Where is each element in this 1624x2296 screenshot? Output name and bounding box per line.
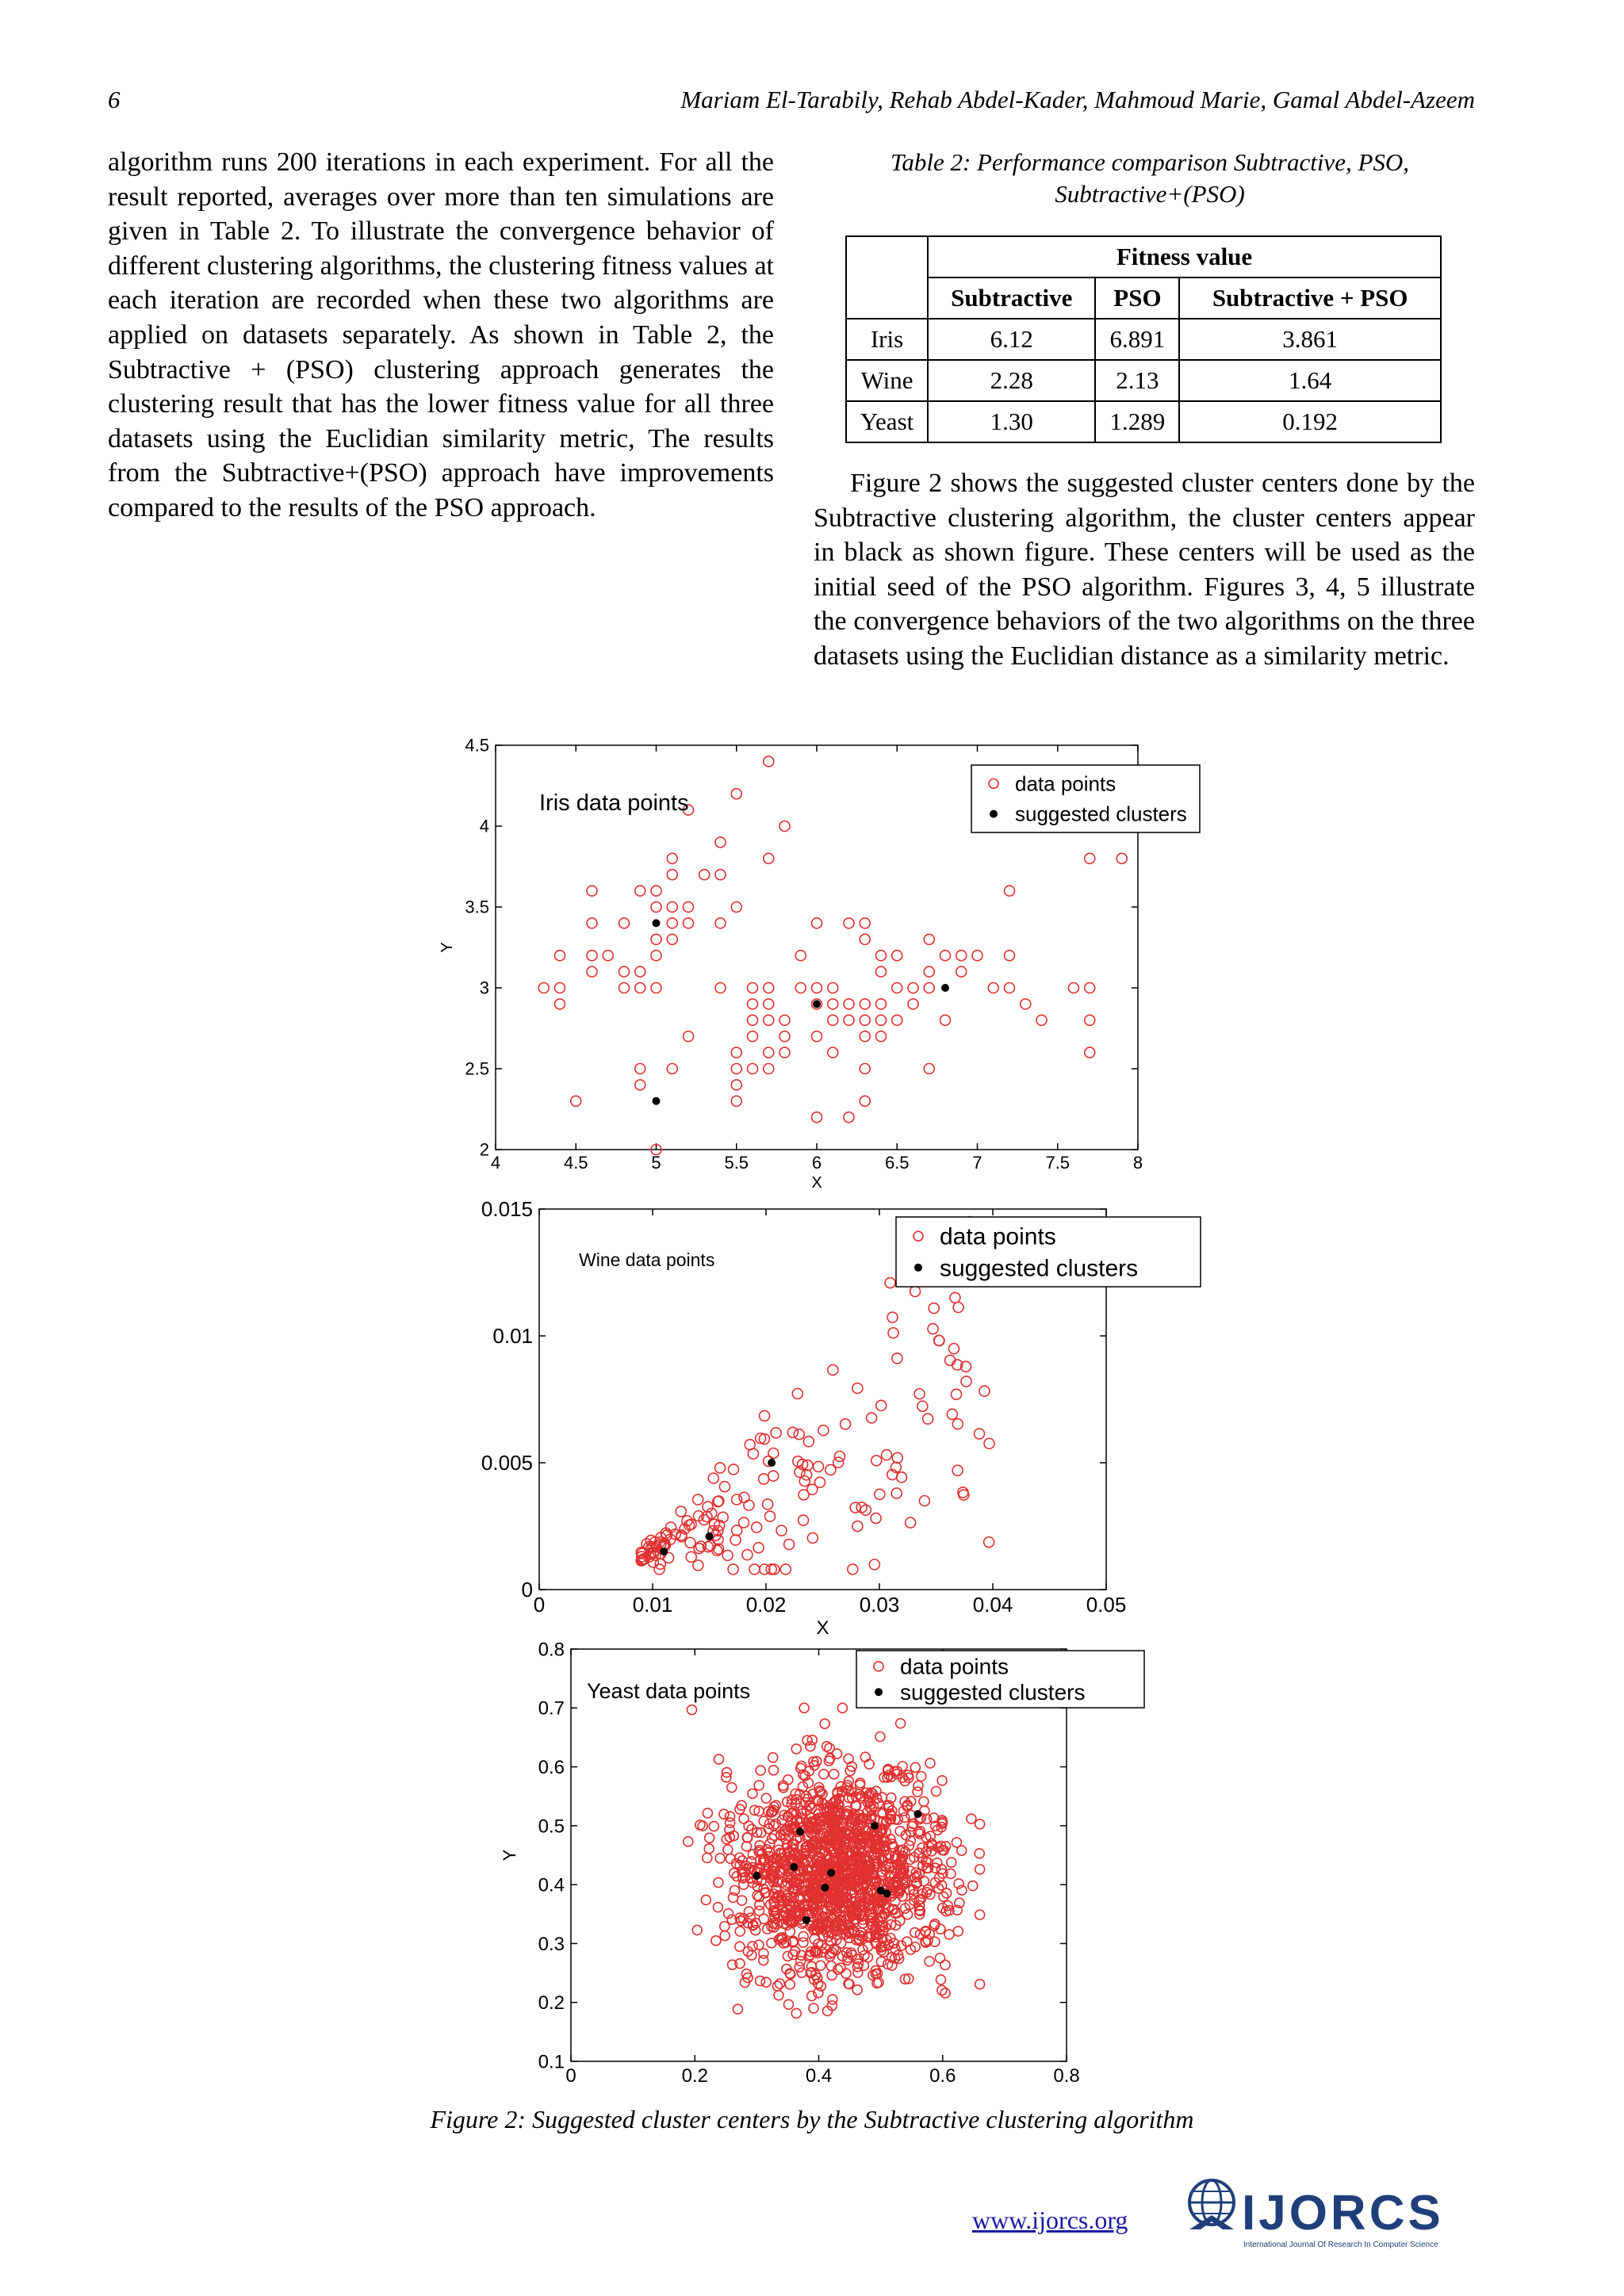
x-tick-label: 0.04 — [972, 1593, 1013, 1617]
table-col-header: PSO — [1095, 277, 1179, 319]
y-tick-label: 0.4 — [538, 1874, 565, 1896]
yeast-scatter-chart — [476, 1633, 1094, 2093]
table-cell: 6.891 — [1095, 319, 1179, 360]
legend-marker-cluster — [914, 1264, 922, 1272]
legend-label: data points — [1015, 771, 1116, 796]
x-tick-label: 0.05 — [1086, 1593, 1127, 1617]
y-axis-label: Y — [500, 1849, 519, 1862]
table-row-label: Iris — [846, 319, 928, 360]
left-column-text: algorithm runs 200 iterations in each experiment. For all the result reported, averages over more than ten simulations are given in Table 2. To illustrate the convergence behavior of different clustering algorithms, the clustering fitness values at each iteration are recorded when these two algorithms are applied on datasets separately. As shown in Table 2, the Subtractive + (PSO) clustering approach generates the clustering result that has the lower fitness value for all three datasets using the Euclidian similarity metric, The results from the Subtractive+(PSO) approach have improvements compared to the results of the PSO approach. — [108, 147, 774, 522]
cluster-center — [941, 984, 949, 992]
website-link[interactable]: www.ijorcs.org — [972, 2206, 1128, 2234]
logo-subtitle: International Journal Of Research In Computer Science — [1243, 2241, 1438, 2249]
x-tick-label: 5 — [651, 1153, 661, 1173]
x-tick-label: 7.5 — [1045, 1153, 1071, 1173]
y-tick-label: 0.015 — [481, 1197, 533, 1222]
cluster-center — [768, 1459, 776, 1467]
x-tick-label: 0 — [533, 1593, 546, 1617]
table-header-row — [846, 277, 1441, 319]
table-corner-cell — [846, 277, 928, 319]
table-row — [846, 401, 1441, 442]
y-tick-label: 0 — [521, 1578, 533, 1602]
cluster-center — [653, 919, 661, 927]
table-row — [846, 360, 1441, 401]
x-tick-label: 0.4 — [805, 2065, 833, 2087]
x-tick-label: 4 — [490, 1153, 501, 1173]
cluster-center — [706, 1533, 714, 1540]
header-authors: Mariam El-Tarabily, Rehab Abdel-Kader, Mahmoud Marie, Gamal Abdel-Azeem — [680, 86, 1475, 113]
y-tick-label: 2.5 — [465, 1058, 489, 1079]
x-tick-label: 5.5 — [724, 1153, 749, 1173]
y-tick-label: 0.3 — [538, 1933, 565, 1955]
legend-label: data points — [900, 1654, 1009, 1679]
y-tick-label: 0.1 — [538, 2051, 565, 2073]
table-row-label: Yeast — [846, 401, 928, 442]
y-tick-label: 0.5 — [538, 1816, 565, 1838]
wine-scatter-chart — [444, 1193, 1189, 1637]
cluster-center — [796, 1827, 804, 1835]
table-col-header: Subtractive — [928, 277, 1095, 319]
performance-table — [845, 235, 1442, 443]
x-tick-label: 7 — [972, 1153, 982, 1173]
table-header-row — [846, 236, 1441, 277]
legend-label: suggested clusters — [900, 1680, 1086, 1705]
x-tick-label: 0.2 — [681, 2065, 708, 2087]
cluster-center — [790, 1863, 798, 1871]
cluster-center — [821, 1884, 829, 1892]
y-tick-label: 2 — [479, 1139, 489, 1160]
table-cell: 2.13 — [1095, 360, 1179, 401]
figure-caption: Figure 2: Suggested cluster centers by the Subtractive clustering algorithm — [430, 2105, 1194, 2133]
cluster-center — [802, 1916, 810, 1924]
chart-annotation: Yeast data points — [587, 1679, 751, 1703]
page-header — [108, 86, 1475, 124]
cluster-center — [660, 1548, 668, 1556]
table-cell: 2.28 — [928, 360, 1095, 401]
table-cell: 1.30 — [928, 401, 1095, 442]
plot-frame — [571, 1649, 1067, 2061]
table-corner-cell — [846, 236, 928, 277]
table-cell: 1.289 — [1095, 401, 1179, 442]
legend-label: data points — [940, 1223, 1056, 1250]
page-number: 6 — [108, 86, 121, 113]
cluster-center — [871, 1822, 879, 1830]
table-cell: 3.861 — [1179, 319, 1441, 360]
cluster-center — [883, 1889, 891, 1897]
x-tick-label: 0.6 — [929, 2065, 956, 2087]
legend-marker-cluster — [990, 810, 998, 818]
y-tick-label: 0.2 — [538, 1992, 565, 2015]
x-tick-label: 0.03 — [859, 1593, 900, 1617]
x-tick-label: 6.5 — [884, 1153, 910, 1173]
cluster-center — [827, 1869, 835, 1877]
x-tick-label: 0.8 — [1053, 2065, 1080, 2087]
table-cell: 6.12 — [928, 319, 1095, 360]
x-axis-label: X — [811, 1174, 822, 1192]
y-tick-label: 3 — [479, 978, 489, 998]
y-tick-label: 4.5 — [465, 735, 489, 756]
x-tick-label: 0 — [565, 2065, 576, 2087]
legend-label: suggested clusters — [940, 1255, 1139, 1282]
legend-marker-cluster — [875, 1688, 883, 1696]
legend-label: suggested clusters — [1015, 802, 1187, 826]
y-tick-label: 0.7 — [538, 1697, 565, 1720]
y-tick-label: 0.005 — [481, 1451, 533, 1475]
y-tick-label: 4 — [479, 816, 489, 836]
right-column-text: Figure 2 shows the suggested cluster centers done by the Subtractive clustering algorithm, the cluster centers appear in black as shown figure. These centers will be used as the initial seed of the PSO algorithm. Figures 3, 4, 5 illustrate the convergence behaviors of the two algorithms on the three datasets using the Euclidian distance as a similarity metric. — [814, 469, 1475, 671]
y-tick-label: 0.6 — [538, 1756, 565, 1778]
cluster-center — [914, 1810, 922, 1818]
logo-text: IJORCS — [1242, 2186, 1444, 2241]
table-cell: 1.64 — [1179, 360, 1441, 401]
iris-scatter-chart — [428, 729, 1187, 1192]
y-tick-label: 3.5 — [465, 897, 489, 917]
chart-annotation: Wine data points — [579, 1249, 715, 1270]
table-row — [846, 319, 1441, 360]
table-row-label: Wine — [846, 360, 928, 401]
x-tick-label: 0.01 — [632, 1593, 673, 1617]
x-tick-label: 0.02 — [745, 1593, 787, 1617]
cluster-center — [653, 1097, 661, 1105]
table-col-header: Subtractive + PSO — [1179, 277, 1441, 319]
x-tick-label: 4.5 — [563, 1153, 588, 1173]
x-tick-label: 6 — [811, 1153, 822, 1173]
x-tick-label: 8 — [1132, 1153, 1143, 1173]
table-cell: 0.192 — [1179, 401, 1441, 442]
cluster-center — [753, 1872, 760, 1880]
chart-annotation: Iris data points — [539, 790, 689, 816]
table-group-header: Fitness value — [928, 236, 1441, 277]
x-axis-label: X — [816, 1617, 829, 1639]
ijorcs-logo — [1182, 2172, 1475, 2252]
y-tick-label: 0.01 — [492, 1324, 533, 1349]
cluster-center — [813, 1000, 821, 1008]
table-caption: Table 2: Performance comparison Subtractive, PSO, Subtractive+(PSO) — [890, 148, 1410, 208]
y-tick-label: 0.8 — [538, 1639, 565, 1661]
y-axis-label: Y — [439, 942, 456, 953]
